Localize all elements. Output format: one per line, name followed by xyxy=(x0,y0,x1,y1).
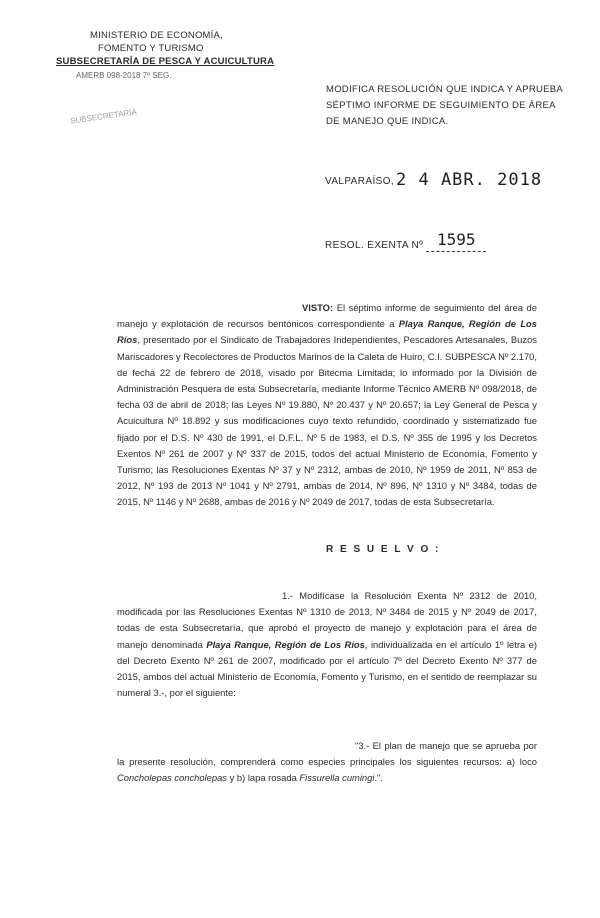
date-stamp: 2 4 ABR. 2018 xyxy=(396,170,543,190)
resolution-number-line xyxy=(426,251,486,252)
species-name-2: Fissurella cumingi xyxy=(299,772,375,784)
species-name-1: Concholepas concholepas xyxy=(117,772,227,784)
visto-text-2: , presentado por el Sindicato de Trabajadores Independientes, Pescadores Artesanales, Buzos Mariscadores y Recolectores de Productos Marinos de la Caleta de Huiro, C.I. SUBPESCA Nº 2.170, de fecha 22 de febrero de 2018, visado por Bitecma Limitada; lo informado por la División de Administración Pesquera de esta Subsecretaría, mediante Informe Técnico AMERB Nº 098/2018, de fecha 03 de abril de 2018; las Leyes Nº 19.880, Nº 20.437 y Nº 20.657; la Ley General de Pesca y Acuicultura Nº 18.892 y sus modificaciones cuyo texto refundido, coordinado y sistematizado fue fijado por el D.S. Nº 430 de 1991, el D.F.L. Nº 5 de 1983, el D.S. Nº 355 de 1995 y los Decretos Exentos Nº 261 de 2007 y Nº 337 de 2015, todos del actual Ministerio de Economía, Fomento y Turismo; las Resoluciones Exentas Nº 37 y Nº 2312, ambas de 2010, Nº 1959 de 2011, Nº 853 de 2012, Nº 193 de 2013 Nº 1041 y Nº 2791, ambas de 2014, Nº 896, Nº 1310 y Nº 3484, todas de 2015, Nº 1146 y Nº 2688, ambas de 2016 y Nº 2049 de 2017, todas de esta Subsecretaría. xyxy=(117,334,537,508)
title-line-2: SÉPTIMO INFORME DE SEGUIMIENTO DE ÁREA xyxy=(326,100,556,111)
title-line-3: DE MANEJO QUE INDICA. xyxy=(326,116,449,127)
article-1-text-1: 1.- Modifícase la Resolución Exenta Nº 2312 de 2010, modificada por las Resoluciones Exentas Nº 1310 de 2013, Nº 3484 de 2015 y Nº 2049 de 2017, todas de esta Subsecretaría, que aprobó el proyecto de manejo y explotación para el área de manejo denominada xyxy=(117,590,537,650)
ministry-name-line2: FOMENTO Y TURISMO xyxy=(98,43,204,54)
resuelvo-heading: R E S U E L V O : xyxy=(326,544,441,555)
visto-label: VISTO: xyxy=(302,302,334,313)
resolution-number: 1595 xyxy=(437,230,476,249)
quoted-numeral-paragraph xyxy=(117,738,537,787)
place-label: VALPARAÍSO, xyxy=(325,176,395,187)
article-1-location: Playa Ranque, Región de Los Ríos xyxy=(206,638,365,650)
faded-stamp: SUBSECRETARÍA xyxy=(69,107,138,126)
quote-text-3: .". xyxy=(374,772,383,784)
title-line-1: MODIFICA RESOLUCIÓN QUE INDICA Y APRUEBA xyxy=(326,84,564,95)
visto-text-1: El séptimo informe de seguimiento del área de manejo y explotación de recursos bentónicos correspondiente a xyxy=(117,302,537,330)
resolution-label: RESOL. EXENTA Nº xyxy=(325,240,424,251)
visto-location: Playa Ranque, Región de Los Ríos xyxy=(117,318,537,346)
reference-code: AMERB 098-2018 7º SEG. xyxy=(76,71,172,80)
ministry-name: MINISTERIO DE ECONOMÍA, xyxy=(90,30,223,41)
subsecretaria-name: SUBSECRETARÍA DE PESCA Y ACUICULTURA xyxy=(56,56,275,67)
document-title xyxy=(326,82,566,130)
article-1-paragraph xyxy=(117,588,537,701)
visto-paragraph xyxy=(117,300,537,511)
quote-text-2: y b) lapa rosada xyxy=(226,772,300,784)
quote-text-1: "3.- El plan de manejo que se aprueba por la presente resolución, comprenderá como especies principales los siguientes recursos: a) loco xyxy=(117,740,537,768)
article-1-text-2: , individualizada en el artículo 1º letra e) del Decreto Exento Nº 261 de 2007, modificado por el artículo 7º del Decreto Exento Nº 377 de 2015, ambos del actual Ministerio de Economía, Fomento y Turismo, en el sentido de reemplazar su numeral 3.-, por el siguiente: xyxy=(117,638,537,699)
